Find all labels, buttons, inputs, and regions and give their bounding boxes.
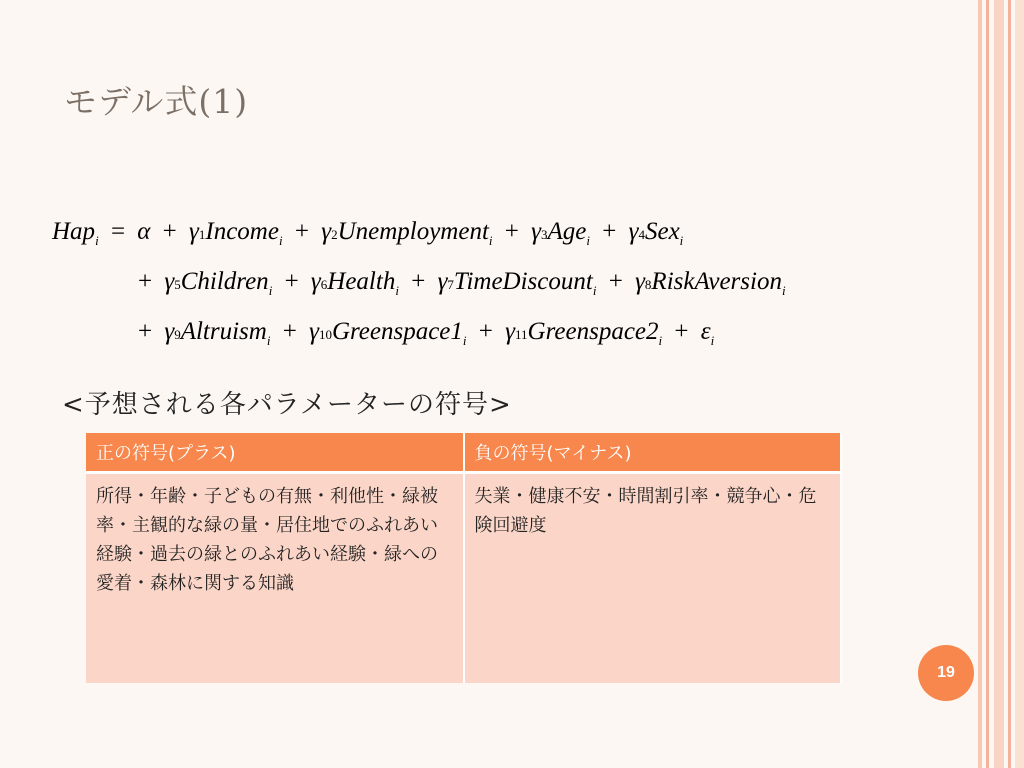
table-row <box>86 473 841 684</box>
cell-positive: 所得・年齢・子どもの有無・利他性・緑被率・主観的な緑の量・居住地でのふれあい経験・過去の緑とのふれあい経験・緑への愛着・森林に関する知識 <box>86 473 464 684</box>
eq-operator: + <box>294 218 309 245</box>
eq-symbol: γ <box>505 318 516 345</box>
eq-term: Age <box>547 218 587 245</box>
eq-coef-index: 4 <box>638 227 645 242</box>
eq-subscript: i <box>488 233 493 248</box>
decor-stripe <box>994 0 1004 768</box>
eq-operator: + <box>411 268 426 295</box>
decor-stripe <box>1015 0 1024 768</box>
eq-operator: = <box>110 218 126 245</box>
eq-term: TimeDiscount <box>453 268 593 295</box>
slide-title: モデル式(1) <box>64 82 249 121</box>
eq-operator: + <box>282 318 297 345</box>
eq-operator: + <box>162 218 177 245</box>
section-subtitle: <予想される各パラメーターの符号> <box>62 390 512 420</box>
eq-coef-index: 1 <box>198 227 206 242</box>
equation-line-2 <box>132 268 786 299</box>
eq-subscript: i <box>266 333 271 348</box>
decor-stripe <box>1008 0 1011 768</box>
eq-term: Sex <box>644 218 680 245</box>
eq-subscript: i <box>592 283 597 298</box>
equation-line-1 <box>52 218 683 249</box>
cell-negative: 失業・健康不安・時間割引率・競争心・危険回避度 <box>464 473 842 684</box>
eq-symbol: α <box>137 218 151 245</box>
eq-symbol: γ <box>164 268 175 295</box>
eq-symbol: γ <box>309 318 319 345</box>
eq-operator: + <box>504 218 519 245</box>
eq-symbol: γ <box>635 268 645 295</box>
parameter-sign-table <box>86 433 842 683</box>
eq-term: Greenspace2 <box>527 318 659 345</box>
eq-operator: + <box>608 268 623 295</box>
eq-term: Greenspace1 <box>331 318 463 345</box>
table-header-row <box>86 433 841 473</box>
eq-symbol: ε <box>700 318 711 345</box>
eq-subscript: i <box>586 233 590 248</box>
eq-coef-index: 6 <box>320 277 328 292</box>
decor-stripe <box>978 0 982 768</box>
page-number-badge: 19 <box>918 645 974 701</box>
eq-coef-index: 3 <box>541 227 548 242</box>
eq-term: Hap <box>52 218 96 245</box>
eq-subscript: i <box>268 283 273 298</box>
eq-operator: + <box>478 318 493 345</box>
eq-operator: + <box>674 318 689 345</box>
eq-subscript: i <box>710 333 715 348</box>
eq-coef-index: 11 <box>515 327 528 342</box>
eq-operator: + <box>602 218 617 245</box>
eq-coef-index: 7 <box>447 277 454 292</box>
eq-operator: + <box>138 318 153 345</box>
header-negative: 負の符号(マイナス) <box>464 433 842 473</box>
eq-term: Health <box>327 268 396 295</box>
eq-symbol: γ <box>189 218 199 245</box>
eq-term: Income <box>205 218 279 245</box>
eq-subscript: i <box>462 333 467 348</box>
eq-term: Altruism <box>180 318 267 345</box>
eq-term: Unemployment <box>337 218 489 245</box>
eq-subscript: i <box>781 283 786 298</box>
eq-coef-index: 10 <box>318 327 332 342</box>
eq-symbol: γ <box>310 268 321 295</box>
eq-symbol: γ <box>628 218 639 245</box>
eq-coef-index: 9 <box>174 327 181 342</box>
eq-symbol: γ <box>437 268 448 295</box>
eq-symbol: γ <box>321 218 332 245</box>
header-positive: 正の符号(プラス) <box>86 433 464 473</box>
eq-subscript: i <box>679 233 684 248</box>
eq-subscript: i <box>95 233 99 248</box>
eq-coef-index: 8 <box>644 277 652 292</box>
eq-term: Children <box>180 268 269 295</box>
eq-coef-index: 2 <box>331 227 338 242</box>
eq-term: RiskAversion <box>651 268 782 295</box>
decor-stripe <box>986 0 989 768</box>
equation-line-3 <box>132 318 714 349</box>
eq-subscript: i <box>395 283 399 298</box>
eq-subscript: i <box>658 333 663 348</box>
eq-operator: + <box>284 268 299 295</box>
eq-symbol: γ <box>164 318 175 345</box>
eq-operator: + <box>138 268 153 295</box>
eq-symbol: γ <box>531 218 541 245</box>
eq-coef-index: 5 <box>174 277 181 292</box>
eq-subscript: i <box>278 233 283 248</box>
